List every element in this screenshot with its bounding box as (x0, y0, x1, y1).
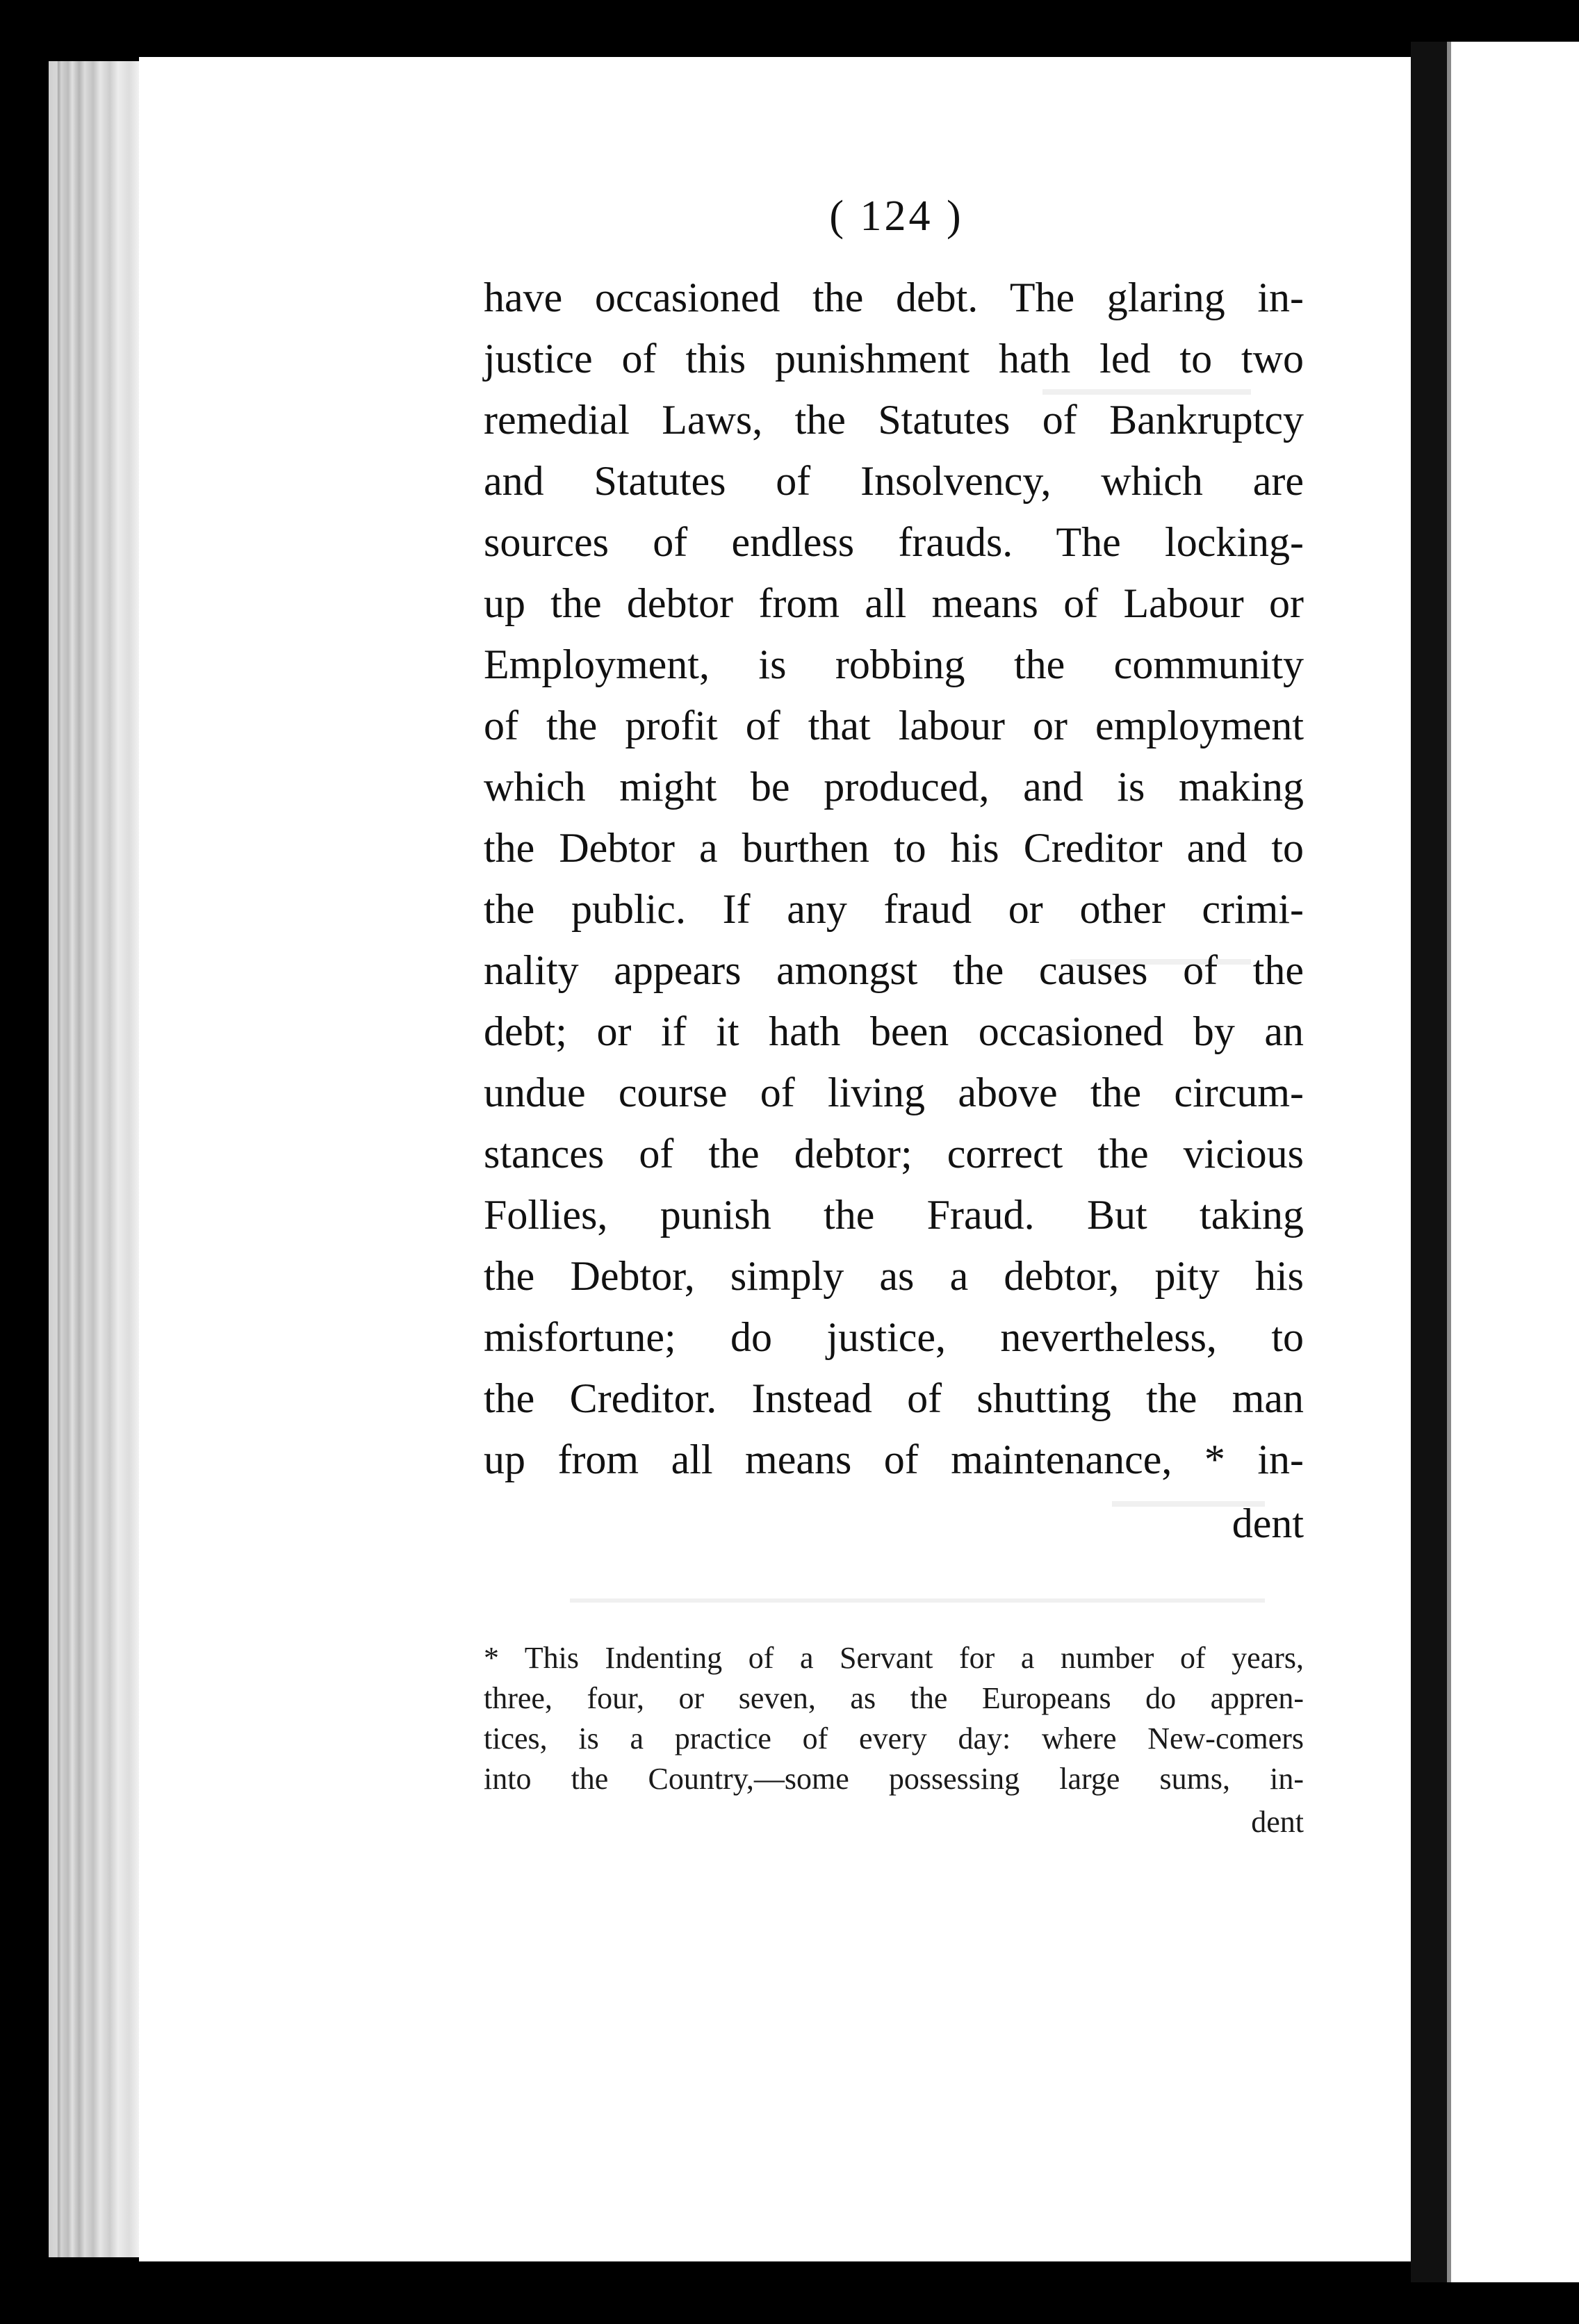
body-line: sources of endless frauds. The locking- (484, 519, 1304, 565)
book-gutter (1411, 42, 1447, 2282)
footnote-line: three, four, or seven, as the Europeans do appren- (484, 1681, 1304, 1715)
body-line: the public. If any fraud or other crimi- (484, 886, 1304, 932)
body-line: debt; or if it hath been occasioned by an (484, 1008, 1304, 1054)
show-through-mark (570, 1598, 1265, 1603)
body-line: which might be produced, and is making (484, 764, 1304, 810)
body-line: stances of the debtor; correct the vicious (484, 1131, 1304, 1177)
body-line: up from all means of maintenance, * in- (484, 1437, 1304, 1482)
body-line: the Debtor a burthen to his Creditor and to (484, 825, 1304, 871)
body-line: and Statutes of Insolvency, which are (484, 458, 1304, 504)
footnote-line: tices, is a practice of every day: where New-comers (484, 1721, 1304, 1756)
body-line: misfortune; do justice, nevertheless, to (484, 1314, 1304, 1360)
body-line: nality appears amongst the causes of the (484, 947, 1304, 993)
body-line: the Debtor, simply as a debtor, pity his (484, 1253, 1304, 1299)
show-through-mark (1042, 389, 1251, 395)
body-line: remedial Laws, the Statutes of Bankruptcy (484, 397, 1304, 443)
footnote-line: * This Indenting of a Servant for a number of years, (484, 1641, 1304, 1675)
body-line: Follies, punish the Fraud. But taking (484, 1192, 1304, 1238)
facing-page-edge (1447, 42, 1451, 2282)
body-line: up the debtor from all means of Labour or (484, 580, 1304, 626)
body-line: of the profit of that labour or employment (484, 703, 1304, 748)
page-edges (49, 61, 146, 2257)
body-line: the Creditor. Instead of shutting the man (484, 1375, 1304, 1421)
body-line: justice of this punishment hath led to two (484, 336, 1304, 382)
catchword: dent (1232, 1500, 1304, 1546)
facing-page (1447, 42, 1579, 2282)
body-line: have occasioned the debt. The glaring in- (484, 275, 1304, 320)
footnote-catchword: dent (1251, 1805, 1304, 1839)
body-line: undue course of living above the circum- (484, 1070, 1304, 1115)
page-number-header: ( 124 ) (829, 193, 964, 240)
body-line: Employment, is robbing the community (484, 641, 1304, 687)
footnote-line: into the Country,—some possessing large sums, in- (484, 1762, 1304, 1796)
